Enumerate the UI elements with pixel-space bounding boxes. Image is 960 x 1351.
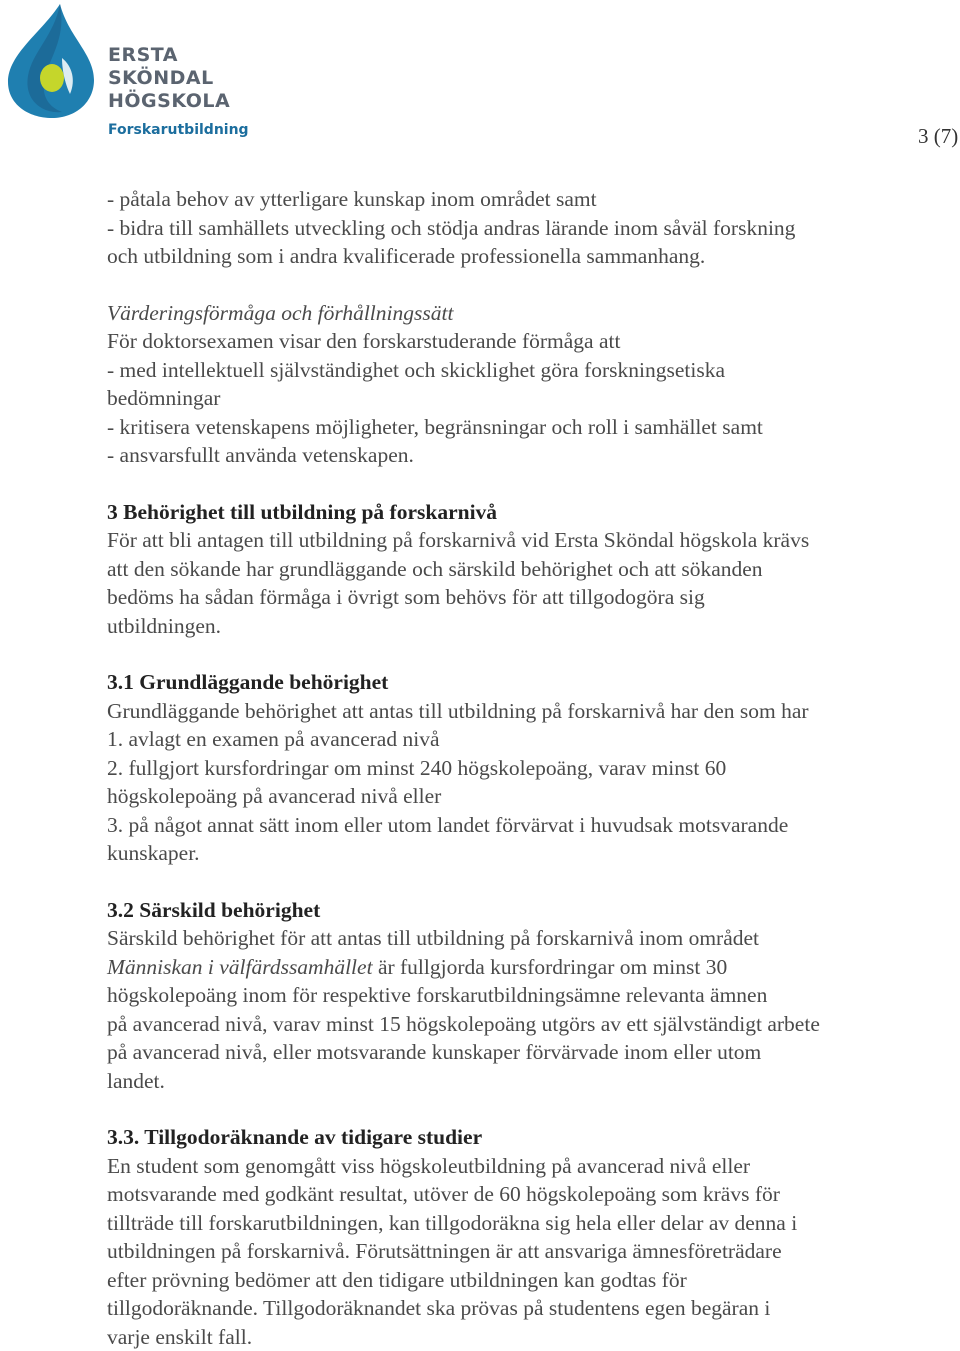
body-line: efter prövning bedömer att den tidigare utbildningen kan godtas för <box>107 1266 907 1295</box>
section-heading: 3.1 Grundläggande behörighet <box>107 668 907 697</box>
body-line: Särskild behörighet för att antas till utbildning på forskarnivå inom området <box>107 924 907 953</box>
italic-term: Människan i välfärdssamhället <box>107 955 373 979</box>
body-line: tillträde till forskarutbildningen, kan tillgodoräkna sig hela eller delar av denna i <box>107 1209 907 1238</box>
section-heading: 3.3. Tillgodoräknande av tidigare studier <box>107 1123 907 1152</box>
body-line: landet. <box>107 1067 907 1096</box>
body-line: För doktorsexamen visar den forskarstuderande förmåga att <box>107 327 907 356</box>
body-line: på avancerad nivå, eller motsvarande kunskaper förvärvade inom eller utom <box>107 1038 907 1067</box>
body-line: bedöms ha sådan förmåga i övrigt som behövs för att tillgodogöra sig <box>107 583 907 612</box>
body-line: En student som genomgått viss högskoleutbildning på avancerad nivå eller <box>107 1152 907 1181</box>
body-line: motsvarande med godkänt resultat, utöver de 60 högskolepoäng som krävs för <box>107 1180 907 1209</box>
section-heading: 3.2 Särskild behörighet <box>107 896 907 925</box>
body-line: - påtala behov av ytterligare kunskap inom området samt <box>107 185 907 214</box>
body-line: utbildningen på forskarnivå. Förutsättningen är att ansvariga ämnesföreträdare <box>107 1237 907 1266</box>
logo-text-line: SKÖNDAL <box>108 67 214 89</box>
body-line: högskolepoäng på avancerad nivå eller <box>107 782 907 811</box>
section-heading: 3 Behörighet till utbildning på forskarnivå <box>107 498 907 527</box>
body-line: - kritisera vetenskapens möjligheter, begränsningar och roll i samhället samt <box>107 413 907 442</box>
body-line: För att bli antagen till utbildning på forskarnivå vid Ersta Sköndal högskola krävs <box>107 526 907 555</box>
logo-text-line: ERSTA <box>108 44 178 66</box>
body-line: Grundläggande behörighet att antas till utbildning på forskarnivå har den som har <box>107 697 907 726</box>
document-body <box>107 185 907 1351</box>
page-number: 3 (7) <box>918 124 958 149</box>
body-line: och utbildning som i andra kvalificerade professionella sammanhang. <box>107 242 907 271</box>
body-line: på avancerad nivå, varav minst 15 högskolepoäng utgörs av ett självständigt arbete <box>107 1010 907 1039</box>
body-line: varje enskilt fall. <box>107 1323 907 1351</box>
body-text: är fullgjorda kursfordringar om minst 30 <box>373 955 728 979</box>
body-line: att den sökande har grundläggande och särskild behörighet och att sökanden <box>107 555 907 584</box>
water-drop-logo-icon <box>2 2 102 122</box>
body-line: 1. avlagt en examen på avancerad nivå <box>107 725 907 754</box>
body-line: utbildningen. <box>107 612 907 641</box>
body-line: kunskaper. <box>107 839 907 868</box>
body-line <box>107 953 907 982</box>
logo-text-line: HÖGSKOLA <box>108 90 230 112</box>
subsection-title: Värderingsförmåga och förhållningssätt <box>107 299 907 328</box>
body-line: högskolepoäng inom för respektive forskarutbildningsämne relevanta ämnen <box>107 981 907 1010</box>
body-line: 3. på något annat sätt inom eller utom landet förvärvat i huvudsak motsvarande <box>107 811 907 840</box>
body-line: - med intellektuell självständighet och skicklighet göra forskningsetiska <box>107 356 907 385</box>
logo-subtitle: Forskarutbildning <box>108 122 249 138</box>
institution-logo <box>2 2 242 144</box>
body-line: 2. fullgjort kursfordringar om minst 240 högskolepoäng, varav minst 60 <box>107 754 907 783</box>
body-line: bedömningar <box>107 384 907 413</box>
body-line: - bidra till samhällets utveckling och stödja andras lärande inom såväl forskning <box>107 214 907 243</box>
body-line: tillgodoräknande. Tillgodoräknandet ska prövas på studentens egen begäran i <box>107 1294 907 1323</box>
body-line: - ansvarsfullt använda vetenskapen. <box>107 441 907 470</box>
